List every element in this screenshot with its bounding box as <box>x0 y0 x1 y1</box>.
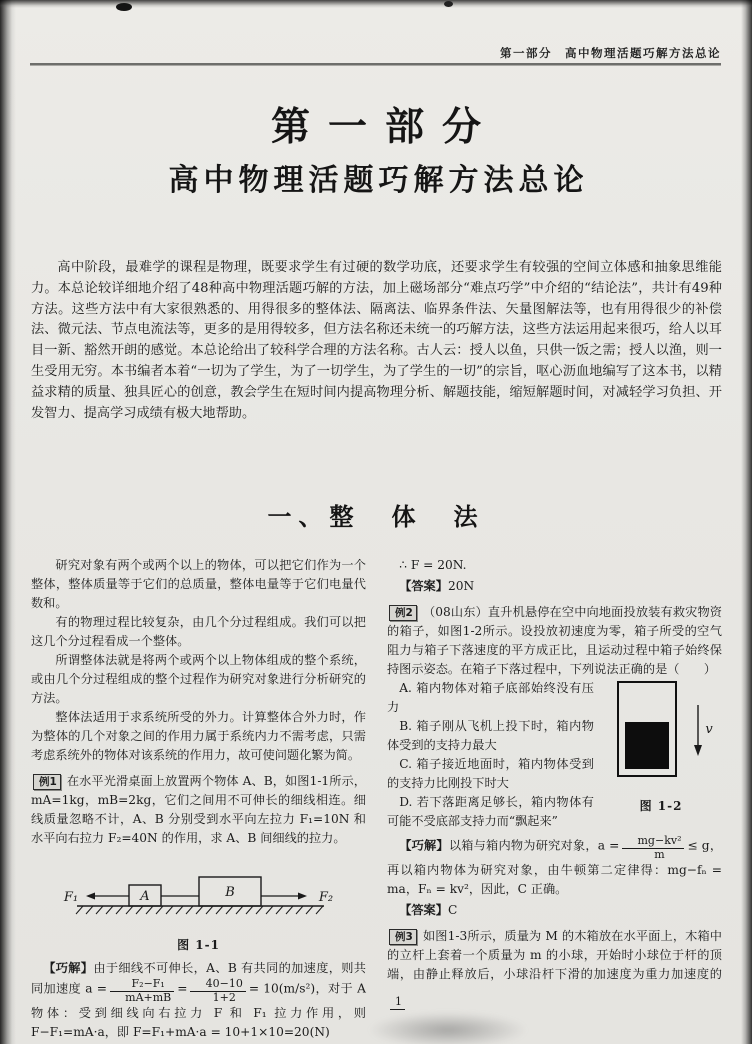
force-f1-arrowhead <box>86 893 95 900</box>
solution-text-2: = 10(m/s²)，对于 A 物体：受到细线向右拉力 F 和 F₁ 拉力作用，则 F−F₁=mA·a，即 F=F₁+mA·a = 10+1×10=20(N) <box>31 981 366 1040</box>
solution-text-1: 由于细线不可伸长，A、B 有共同的加速度，则共同加速度 a = <box>31 961 366 996</box>
inner-object <box>625 722 669 769</box>
figure-1-1-drawing <box>49 856 349 928</box>
answer-1 <box>387 577 722 596</box>
figure-1-1-caption: 图 1-1 <box>177 938 220 952</box>
figure-1-2 <box>600 679 722 816</box>
ground-hatching <box>76 906 323 914</box>
example-3 <box>387 927 722 1016</box>
fraction-numerator: F₂−F₁ <box>110 978 174 992</box>
scan-edge-left <box>0 0 16 1044</box>
paragraph-2: 有的物理过程比较复杂，由几个分过程组成。我们可以把这几个分过程看成一个整体。 <box>31 615 366 648</box>
option-a: A. 箱内物体对箱子底部始终没有压力 <box>387 681 594 714</box>
two-column-body <box>31 556 722 1044</box>
fraction-denominator: 1+2 <box>212 990 236 1004</box>
example-2-text: （08山东）直升机悬停在空中向地面投放装有救灾物资的箱子，如图1-2所示。设投放初速度为零，箱子所受的空气阻力与箱子下落速度的平方成正比，且运动过程中箱子始终保持图示姿态。在箱子下落过程中，下列说法正确的是（ ） <box>387 605 722 676</box>
fraction-numerator: 40−10 <box>190 978 245 992</box>
scan-artifact <box>444 1 453 7</box>
solution-label: 【巧解】 <box>399 838 449 853</box>
figure-1-2-caption: 图 1-2 <box>639 799 683 813</box>
equals-sign: = <box>177 981 188 996</box>
fraction-numerator: 1 <box>390 996 405 1010</box>
running-header: 第一部分 高中物理活题巧解方法总论 <box>500 46 721 60</box>
solution-text-1: 以箱与箱内物为研究对象，a = <box>448 838 620 853</box>
conclusion-line: ∴ F = 20N. <box>399 558 467 572</box>
answer-2 <box>387 901 722 920</box>
paragraph-4: 整体法适用于求系统所受的外力。计算整体合外力时，作为整体的几个对象之间的作用力属于系统内力不需考虑，只需考虑系统外的物体对该系统的作用力，故可使问题化繁为简。 <box>31 710 366 762</box>
section-title: 一、整 体 法 <box>267 502 485 531</box>
fraction <box>110 978 174 1004</box>
force-f2-arrowhead <box>298 893 307 900</box>
option-c: C. 箱子接近地面时，箱内物体受到的支持力比刚投下时大 <box>387 757 594 790</box>
option-d: D. 若下落距离足够长，箱内物体有可能不受底部支持力而“飘起来” <box>387 795 594 828</box>
option-b: B. 箱子刚从飞机上投下时，箱内物体受到的支持力最大 <box>387 719 594 752</box>
velocity-label: v <box>705 722 713 737</box>
scan-artifact <box>116 3 132 11</box>
example-2-solution <box>387 835 722 899</box>
example-2-options <box>387 679 722 831</box>
example-1-text: 在水平光滑桌面上放置两个物体 A、B，如图1-1所示，mA=1kg，mB=2kg，它们之间用不可伸长的细线相连。细线质量忽略不计，A、B 分别受到水平向左拉力 F₁=10N 和水平向右拉力 F₂=40N 的作用，求 A、B 间细线的拉力。 <box>31 774 366 845</box>
left-column <box>31 556 366 1044</box>
answer-value: C <box>447 903 458 918</box>
intro-paragraph: 高中阶段，最难学的课程是物理，既要求学生有过硬的数学功底，还要求学生有较强的空间立体感和抽象思维能力。本总论较详细地介绍了48种高中物理活题巧解的方法，加上磁场部分“难点巧学”中介绍的“结论法”，共计有49种方法。这些方法中有大家很熟悉的、用得很多的整体法、隔离法、临界条件法、矢量图解法等，也有用得很少的补偿法、微元法、节点电流法等，更多的是用得较多，但方法名称还未统一的巧解方法，这些方法运用起来很巧，给人以耳目一新、豁然开朗的感觉。本总论给出了较科学合理的方法名称。古人云：授人以鱼，只供一饭之需；授人以渔，则一生受用无穷。本书编者本着“一切为了学生，为了一切学生，为了学生的一切”的宗旨，呕心沥血地编写了这本书，以精益求精的质量、独具匠心的创意，教会学生在短时间内提高物理分析、解题技能，缩短解题时间，对减轻学习负担、开发智力、提高学习成绩有极大地帮助。 <box>31 260 722 421</box>
example-2-badge: 例2 <box>389 605 417 621</box>
fraction <box>622 835 684 861</box>
scan-smudge <box>368 1012 528 1044</box>
right-column <box>387 556 722 1044</box>
velocity-arrowhead <box>694 745 702 756</box>
header-rule <box>30 63 721 66</box>
paragraph-1: 研究对象有两个或两个以上的物体，可以把它们作为一个整体，整体质量等于它们的总质量，整体电量等于它们电量代数和。 <box>31 558 366 610</box>
paragraph-3: 所谓整体法就是将两个或两个以上物体组成的整个系统，或由几个分过程组成的整个过程作为研究对象进行分析研究的方法。 <box>31 653 366 705</box>
fraction-denominator: mA+mB <box>125 990 172 1004</box>
fraction <box>190 978 245 1004</box>
part-subtitle: 高中物理活题巧解方法总论 <box>168 163 589 198</box>
block-b-label: B <box>224 885 235 900</box>
answer-label: 【答案】 <box>399 903 448 918</box>
figure-1-1 <box>31 856 366 955</box>
block-a-label: A <box>139 889 150 904</box>
scan-edge-top <box>0 0 752 8</box>
answer-value: 20N <box>447 579 475 593</box>
example-2 <box>387 603 722 679</box>
example-1 <box>31 772 366 848</box>
force-f1-label: F₁ <box>63 890 78 905</box>
solution-text-2: ≤ g，再以箱内物体为研究对象，由牛顿第二定律得：mg−fₙ = ma，Fₙ = kv²，因此，C 正确。 <box>387 838 722 897</box>
example-1-solution <box>31 959 366 1042</box>
example-3-text: 如图1-3所示，质量为 M 的木箱放在水平面上，木箱中的立杆上套着一个质量为 m 的小球，开始时小球位于杆的顶端，由静止释放后，小球沿杆下滑的加速度为重力加速度的 <box>387 929 722 982</box>
scan-edge-right <box>741 0 752 1044</box>
force-f2-label: F₂ <box>318 890 333 905</box>
example-3-badge: 例3 <box>389 929 417 945</box>
figure-1-2-drawing <box>602 679 720 789</box>
example-1-badge: 例1 <box>33 774 61 790</box>
part-title: 第一部分 <box>270 104 499 150</box>
answer-label: 【答案】 <box>399 579 448 593</box>
solution-label: 【巧解】 <box>43 961 94 975</box>
fraction-denominator: m <box>654 847 665 861</box>
fraction-numerator: mg−kv² <box>622 835 684 849</box>
